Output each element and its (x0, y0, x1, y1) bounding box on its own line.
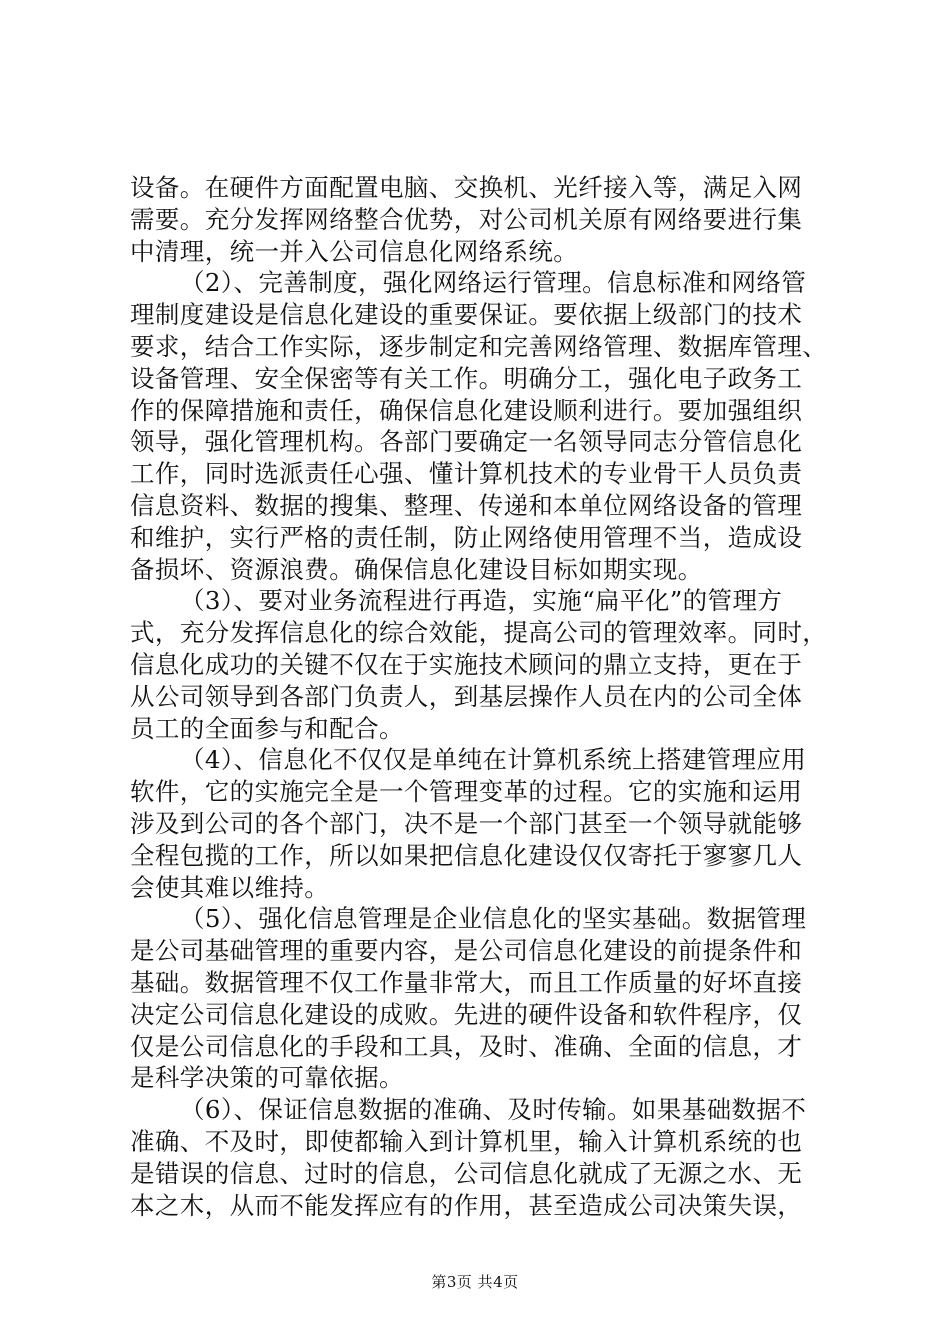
text-line: 本之木，从而不能发挥应有的作用，甚至造成公司决策失误， (130, 1190, 803, 1220)
text-line: 备损坏、资源浪费。确保信息化建设目标如期实现。 (130, 554, 703, 584)
text-line: 基础。数据管理不仅工作量非常大，而且工作质量的好坏直接 (130, 967, 803, 997)
body-text (130, 172, 830, 1221)
text-line: 信息资料、数据的搜集、整理、传递和本单位网络设备的管理 (130, 490, 803, 520)
text-line: 全程包揽的工作，所以如果把信息化建设仅仅寄托于寥寥几人 (130, 840, 803, 870)
text-line: 准确、不及时，即使都输入到计算机里，输入计算机系统的也 (130, 1126, 803, 1156)
text-line: 仅是公司信息化的手段和工具，及时、准确、全面的信息，才 (130, 1031, 803, 1061)
text-line: 决定公司信息化建设的成败。先进的硬件设备和软件程序，仅 (130, 999, 803, 1029)
text-line: 会使其难以维持。 (130, 872, 330, 902)
text-line: 领导，强化管理机构。各部门要确定一名领导同志分管信息化 (130, 427, 803, 457)
text-line: 需要。充分发挥网络整合优势，对公司机关原有网络要进行集 (130, 204, 803, 234)
text-line: 理制度建设是信息化建设的重要保证。要依据上级部门的技术 (130, 300, 803, 330)
text-line: 是错误的信息、过时的信息，公司信息化就成了无源之水、无 (130, 1158, 803, 1188)
paragraph-start-line: （2）、完善制度，强化网络运行管理。信息标准和网络管 (180, 268, 807, 298)
text-line: 从公司领导到各部门负责人，到基层操作人员在内的公司全体 (130, 681, 803, 711)
text-line: 和维护，实行严格的责任制，防止网络使用管理不当，造成设 (130, 522, 803, 552)
paragraph-start-line: （6）、保证信息数据的准确、及时传输。如果基础数据不 (180, 1095, 807, 1125)
text-line: 设备。在硬件方面配置电脑、交换机、光纤接入等，满足入网 (130, 173, 803, 202)
text-line: 信息化成功的关键不仅在于实施技术顾问的鼎立支持，更在于 (130, 649, 803, 679)
paragraph-start-line: （3）、要对业务流程进行再造，实施“扁平化”的管理方 (180, 586, 783, 616)
text-line: 员工的全面参与和配合。 (130, 713, 404, 743)
text-line: 是科学决策的可靠依据。 (130, 1063, 404, 1093)
text-line: 中清理，统一并入公司信息化网络系统。 (130, 236, 579, 266)
text-line: 是公司基础管理的重要内容，是公司信息化建设的前提条件和 (130, 936, 803, 966)
text-line: 涉及到公司的各个部门，决不是一个部门甚至一个领导就能够 (130, 808, 803, 838)
text-line: 作的保障措施和责任，确保信息化建设顺利进行。要加强组织 (130, 395, 803, 425)
paragraph-start-line: （5）、强化信息管理是企业信息化的坚实基础。数据管理 (180, 904, 807, 934)
text-line: 工作，同时选派责任心强、懂计算机技术的专业骨干人员负责 (130, 459, 803, 489)
text-line: 式，充分发挥信息化的综合效能，提高公司的管理效率。同时， (130, 618, 828, 648)
page-number-footer: 第3页 共4页 (431, 1273, 519, 1291)
text-line: 要求，结合工作实际，逐步制定和完善网络管理、数据库管理、 (130, 331, 828, 361)
text-line: 软件，它的实施完全是一个管理变革的过程。它的实施和运用 (130, 777, 803, 807)
paragraph-start-line: （4）、信息化不仅仅是单纯在计算机系统上搭建管理应用 (180, 745, 807, 775)
text-line: 设备管理、安全保密等有关工作。明确分工，强化电子政务工 (130, 363, 803, 393)
